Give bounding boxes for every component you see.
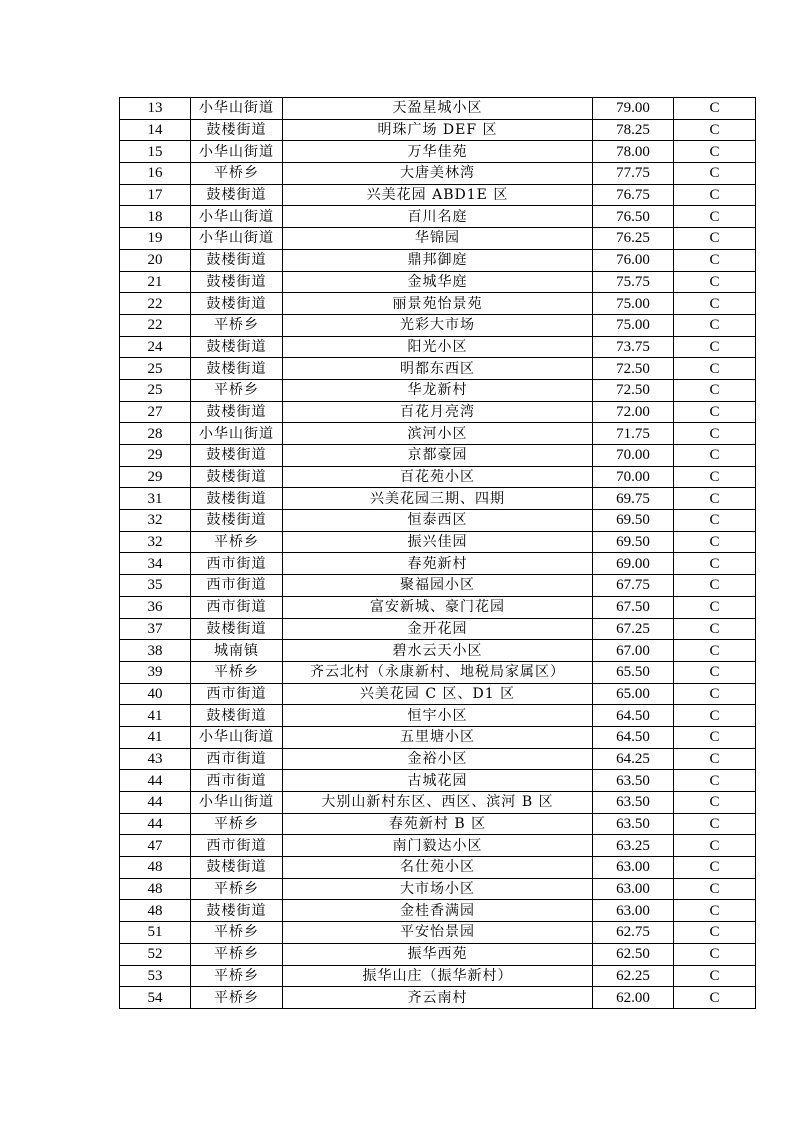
area-cell: 西市街道 [191,553,283,575]
rank-cell: 39 [120,661,191,683]
table-row [120,531,756,553]
table-row [120,900,756,922]
score-cell: 79.00 [593,98,674,120]
rank-cell: 51 [120,922,191,944]
area-cell: 小华山街道 [191,206,283,228]
grade-cell: C [674,661,756,683]
table-row [120,293,756,315]
community-name-cell: 平安怡景园 [283,922,593,944]
rank-cell: 29 [120,445,191,467]
score-cell: 69.50 [593,531,674,553]
area-cell: 鼓楼街道 [191,358,283,380]
score-cell: 75.00 [593,314,674,336]
score-cell: 65.00 [593,683,674,705]
community-name-cell: 阳光小区 [283,336,593,358]
table-row [120,445,756,467]
area-cell: 小华山街道 [191,141,283,163]
rank-cell: 40 [120,683,191,705]
grade-cell: C [674,900,756,922]
table-row [120,878,756,900]
score-cell: 62.25 [593,965,674,987]
ranking-table-body [120,98,756,1009]
grade-cell: C [674,510,756,532]
area-cell: 鼓楼街道 [191,249,283,271]
community-name-cell: 南门毅达小区 [283,835,593,857]
grade-cell: C [674,314,756,336]
table-row [120,661,756,683]
area-cell: 平桥乡 [191,379,283,401]
community-name-cell: 滨河小区 [283,423,593,445]
rank-cell: 28 [120,423,191,445]
grade-cell: C [674,943,756,965]
area-cell: 平桥乡 [191,943,283,965]
community-name-cell: 明珠广场 DEF 区 [283,119,593,141]
score-cell: 77.75 [593,163,674,185]
rank-cell: 37 [120,618,191,640]
table-row [120,726,756,748]
area-cell: 小华山街道 [191,792,283,814]
grade-cell: C [674,228,756,250]
table-row [120,141,756,163]
community-name-cell: 春苑新村 B 区 [283,813,593,835]
table-row [120,770,756,792]
area-cell: 鼓楼街道 [191,618,283,640]
table-row [120,987,756,1009]
community-name-cell: 天盈星城小区 [283,98,593,120]
grade-cell: C [674,922,756,944]
rank-cell: 19 [120,228,191,250]
rank-cell: 52 [120,943,191,965]
grade-cell: C [674,423,756,445]
score-cell: 63.50 [593,813,674,835]
score-cell: 71.75 [593,423,674,445]
score-cell: 67.50 [593,596,674,618]
rank-cell: 25 [120,379,191,401]
grade-cell: C [674,965,756,987]
rank-cell: 32 [120,531,191,553]
score-cell: 76.00 [593,249,674,271]
rank-cell: 22 [120,293,191,315]
community-name-cell: 大别山新村东区、西区、滨河 B 区 [283,792,593,814]
table-row [120,271,756,293]
area-cell: 平桥乡 [191,661,283,683]
table-row [120,835,756,857]
score-cell: 72.50 [593,358,674,380]
score-cell: 72.50 [593,379,674,401]
area-cell: 平桥乡 [191,163,283,185]
table-row [120,553,756,575]
rank-cell: 44 [120,813,191,835]
community-name-cell: 金城华庭 [283,271,593,293]
table-row [120,488,756,510]
grade-cell: C [674,813,756,835]
area-cell: 西市街道 [191,683,283,705]
area-cell: 鼓楼街道 [191,293,283,315]
rank-cell: 18 [120,206,191,228]
community-name-cell: 大唐美林湾 [283,163,593,185]
community-name-cell: 春苑新村 [283,553,593,575]
community-name-cell: 古城花园 [283,770,593,792]
rank-cell: 44 [120,792,191,814]
grade-cell: C [674,358,756,380]
area-cell: 平桥乡 [191,314,283,336]
score-cell: 63.50 [593,792,674,814]
score-cell: 63.25 [593,835,674,857]
ranking-table [119,97,756,1009]
table-row [120,379,756,401]
community-name-cell: 金裕小区 [283,748,593,770]
table-row [120,857,756,879]
table-row [120,792,756,814]
table-row [120,618,756,640]
grade-cell: C [674,770,756,792]
grade-cell: C [674,271,756,293]
area-cell: 小华山街道 [191,726,283,748]
area-cell: 平桥乡 [191,531,283,553]
score-cell: 65.50 [593,661,674,683]
grade-cell: C [674,336,756,358]
score-cell: 64.25 [593,748,674,770]
grade-cell: C [674,575,756,597]
table-row [120,336,756,358]
grade-cell: C [674,293,756,315]
rank-cell: 13 [120,98,191,120]
rank-cell: 47 [120,835,191,857]
community-name-cell: 百花月亮湾 [283,401,593,423]
table-row [120,596,756,618]
score-cell: 69.50 [593,510,674,532]
area-cell: 平桥乡 [191,813,283,835]
area-cell: 鼓楼街道 [191,401,283,423]
grade-cell: C [674,835,756,857]
grade-cell: C [674,640,756,662]
community-name-cell: 兴美花园 C 区、D1 区 [283,683,593,705]
area-cell: 鼓楼街道 [191,336,283,358]
rank-cell: 31 [120,488,191,510]
score-cell: 67.00 [593,640,674,662]
rank-cell: 41 [120,705,191,727]
community-name-cell: 富安新城、豪门花园 [283,596,593,618]
grade-cell: C [674,184,756,206]
grade-cell: C [674,249,756,271]
rank-cell: 25 [120,358,191,380]
grade-cell: C [674,878,756,900]
area-cell: 小华山街道 [191,98,283,120]
table-row [120,943,756,965]
score-cell: 62.75 [593,922,674,944]
table-row [120,575,756,597]
grade-cell: C [674,466,756,488]
area-cell: 平桥乡 [191,922,283,944]
area-cell: 鼓楼街道 [191,510,283,532]
rank-cell: 36 [120,596,191,618]
score-cell: 70.00 [593,466,674,488]
table-row [120,206,756,228]
rank-cell: 22 [120,314,191,336]
community-name-cell: 京都豪园 [283,445,593,467]
score-cell: 72.00 [593,401,674,423]
area-cell: 平桥乡 [191,878,283,900]
community-name-cell: 丽景苑怡景苑 [283,293,593,315]
rank-cell: 48 [120,857,191,879]
table-row [120,249,756,271]
grade-cell: C [674,141,756,163]
community-name-cell: 振华山庄（振华新村） [283,965,593,987]
table-row [120,423,756,445]
table-row [120,922,756,944]
grade-cell: C [674,857,756,879]
grade-cell: C [674,531,756,553]
community-name-cell: 名仕苑小区 [283,857,593,879]
rank-cell: 29 [120,466,191,488]
rank-cell: 41 [120,726,191,748]
rank-cell: 38 [120,640,191,662]
area-cell: 鼓楼街道 [191,445,283,467]
area-cell: 鼓楼街道 [191,466,283,488]
rank-cell: 48 [120,900,191,922]
area-cell: 鼓楼街道 [191,705,283,727]
table-row [120,358,756,380]
score-cell: 76.25 [593,228,674,250]
area-cell: 小华山街道 [191,423,283,445]
area-cell: 鼓楼街道 [191,857,283,879]
score-cell: 63.00 [593,878,674,900]
score-cell: 63.00 [593,900,674,922]
community-name-cell: 五里塘小区 [283,726,593,748]
grade-cell: C [674,119,756,141]
grade-cell: C [674,206,756,228]
community-name-cell: 兴美花园三期、四期 [283,488,593,510]
table-row [120,705,756,727]
grade-cell: C [674,792,756,814]
community-name-cell: 万华佳苑 [283,141,593,163]
area-cell: 西市街道 [191,596,283,618]
table-row [120,184,756,206]
table-row [120,466,756,488]
community-name-cell: 聚福园小区 [283,575,593,597]
table-row [120,314,756,336]
area-cell: 平桥乡 [191,987,283,1009]
community-name-cell: 金桂香满园 [283,900,593,922]
community-name-cell: 百川名庭 [283,206,593,228]
grade-cell: C [674,163,756,185]
community-name-cell: 光彩大市场 [283,314,593,336]
rank-cell: 34 [120,553,191,575]
community-name-cell: 兴美花园 ABD1E 区 [283,184,593,206]
score-cell: 69.75 [593,488,674,510]
grade-cell: C [674,553,756,575]
grade-cell: C [674,726,756,748]
rank-cell: 14 [120,119,191,141]
area-cell: 西市街道 [191,770,283,792]
score-cell: 76.50 [593,206,674,228]
grade-cell: C [674,596,756,618]
table-row [120,965,756,987]
grade-cell: C [674,987,756,1009]
grade-cell: C [674,488,756,510]
score-cell: 64.50 [593,726,674,748]
score-cell: 63.50 [593,770,674,792]
community-name-cell: 恒宇小区 [283,705,593,727]
rank-cell: 35 [120,575,191,597]
community-name-cell: 华龙新村 [283,379,593,401]
grade-cell: C [674,705,756,727]
table-row [120,748,756,770]
area-cell: 城南镇 [191,640,283,662]
community-name-cell: 齐云北村（永康新村、地税局家属区） [283,661,593,683]
community-name-cell: 振华西苑 [283,943,593,965]
score-cell: 78.25 [593,119,674,141]
rank-cell: 48 [120,878,191,900]
table-row [120,98,756,120]
area-cell: 西市街道 [191,575,283,597]
score-cell: 69.00 [593,553,674,575]
rank-cell: 17 [120,184,191,206]
community-name-cell: 明都东西区 [283,358,593,380]
rank-cell: 27 [120,401,191,423]
community-name-cell: 百花苑小区 [283,466,593,488]
community-name-cell: 恒泰西区 [283,510,593,532]
rank-cell: 21 [120,271,191,293]
area-cell: 鼓楼街道 [191,184,283,206]
table-row [120,510,756,532]
rank-cell: 24 [120,336,191,358]
grade-cell: C [674,683,756,705]
grade-cell: C [674,445,756,467]
community-name-cell: 鼎邦御庭 [283,249,593,271]
community-name-cell: 振兴佳园 [283,531,593,553]
area-cell: 鼓楼街道 [191,271,283,293]
score-cell: 62.00 [593,987,674,1009]
score-cell: 76.75 [593,184,674,206]
rank-cell: 54 [120,987,191,1009]
rank-cell: 15 [120,141,191,163]
score-cell: 64.50 [593,705,674,727]
score-cell: 75.75 [593,271,674,293]
community-name-cell: 碧水云天小区 [283,640,593,662]
table-row [120,228,756,250]
community-name-cell: 齐云南村 [283,987,593,1009]
score-cell: 67.75 [593,575,674,597]
area-cell: 鼓楼街道 [191,488,283,510]
community-name-cell: 华锦园 [283,228,593,250]
grade-cell: C [674,401,756,423]
area-cell: 西市街道 [191,835,283,857]
score-cell: 75.00 [593,293,674,315]
grade-cell: C [674,618,756,640]
score-cell: 67.25 [593,618,674,640]
score-cell: 78.00 [593,141,674,163]
rank-cell: 32 [120,510,191,532]
area-cell: 鼓楼街道 [191,119,283,141]
table-row [120,683,756,705]
table-row [120,813,756,835]
grade-cell: C [674,748,756,770]
area-cell: 平桥乡 [191,965,283,987]
score-cell: 73.75 [593,336,674,358]
table-row [120,640,756,662]
table-row [120,119,756,141]
grade-cell: C [674,379,756,401]
rank-cell: 44 [120,770,191,792]
rank-cell: 20 [120,249,191,271]
rank-cell: 43 [120,748,191,770]
score-cell: 63.00 [593,857,674,879]
rank-cell: 16 [120,163,191,185]
score-cell: 70.00 [593,445,674,467]
community-name-cell: 大市场小区 [283,878,593,900]
table-row [120,401,756,423]
rank-cell: 53 [120,965,191,987]
area-cell: 小华山街道 [191,228,283,250]
table-row [120,163,756,185]
area-cell: 西市街道 [191,748,283,770]
area-cell: 鼓楼街道 [191,900,283,922]
grade-cell: C [674,98,756,120]
community-name-cell: 金开花园 [283,618,593,640]
score-cell: 62.50 [593,943,674,965]
